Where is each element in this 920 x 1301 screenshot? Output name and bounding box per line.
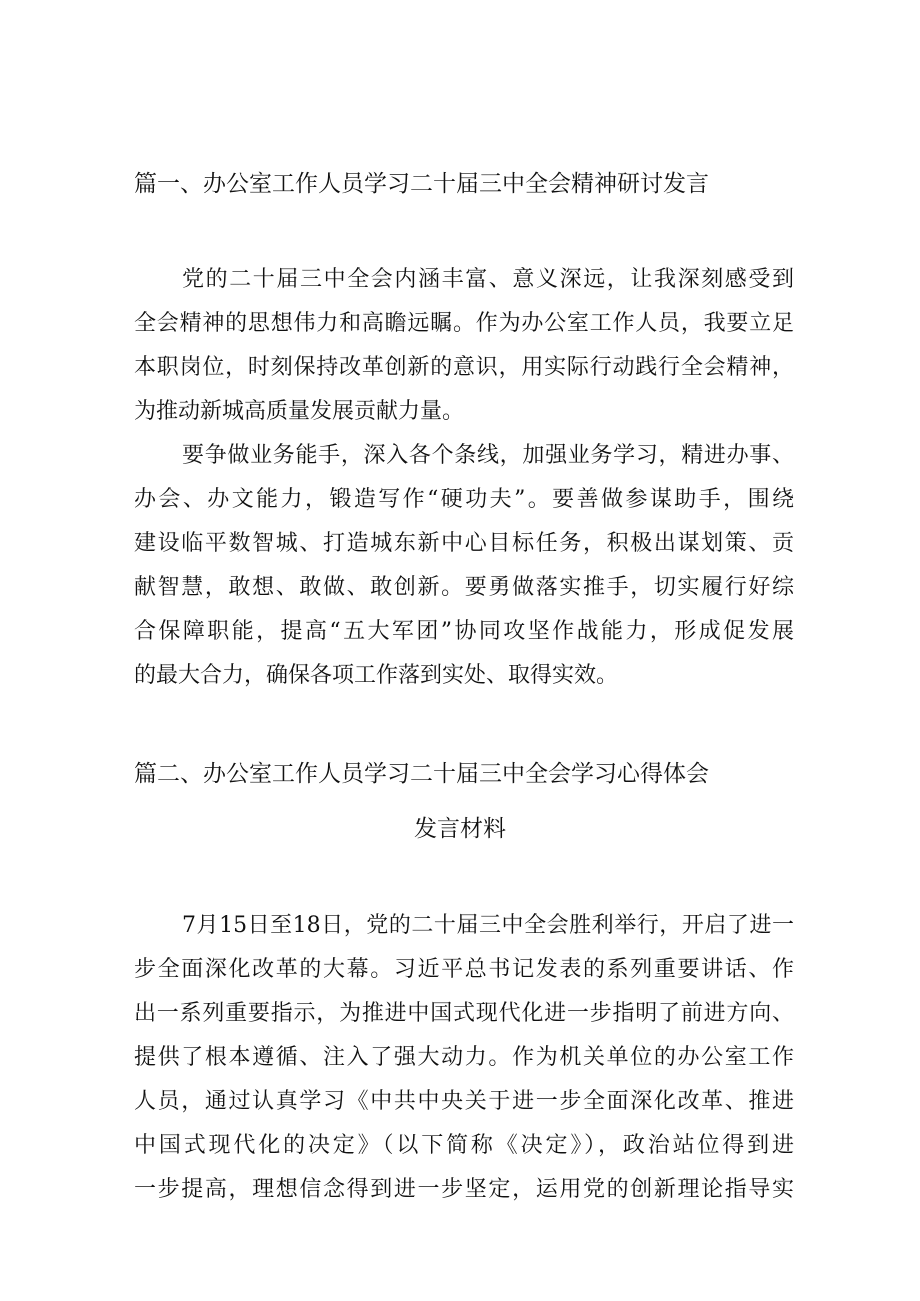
section-1-title: 篇一、办公室工作人员学习二十届三中全会精神研讨发言 xyxy=(134,171,709,197)
section-2-title-line-1: 篇二、办公室工作人员学习二十届三中全会学习心得体会 xyxy=(134,761,709,787)
section-2-para-1-line-5: 人员，通过认真学习《中共中央关于进一步全面深化改革、推进 xyxy=(134,1089,794,1114)
section-1-para-2-line-2: 办会、办文能力，锻造写作“硬功夫”。要善做参谋助手，围绕 xyxy=(134,487,794,512)
section-1-para-1-line-2: 全会精神的思想伟力和高瞻远瞩。作为办公室工作人员，我要立足 xyxy=(134,311,794,336)
section-1-para-2-line-3: 建设临平数智城、打造城东新中心目标任务，积极出谋划策、贡 xyxy=(134,531,794,556)
section-2-para-1-line-7: 一步提高，理想信念得到进一步坚定，运用党的创新理论指导实 xyxy=(134,1177,794,1202)
section-1-para-2-line-5: 合保障职能，提高“五大军团”协同攻坚作战能力，形成促发展 xyxy=(134,619,794,644)
section-2-para-1-line-4: 提供了根本遵循、注入了强大动力。作为机关单位的办公室工作 xyxy=(134,1045,794,1070)
section-1-para-1-line-3: 本职岗位，时刻保持改革创新的意识，用实际行动践行全会精神， xyxy=(134,355,794,380)
section-2-title-line-2: 发言材料 xyxy=(414,816,506,842)
section-2-para-1-line-1: 7月15日至18日，党的二十届三中全会胜利举行，开启了进一 xyxy=(182,913,794,938)
section-1-para-1-line-4: 为推动新城高质量发展贡献力量。 xyxy=(134,399,465,424)
section-1-para-1-line-1: 党的二十届三中全会内涵丰富、意义深远，让我深刻感受到 xyxy=(182,267,794,292)
section-1-para-2-line-6: 的最大合力，确保各项工作落到实处、取得实效。 xyxy=(134,663,619,688)
section-1-para-2-line-1: 要争做业务能手，深入各个条线，加强业务学习，精进办事、 xyxy=(182,443,794,468)
section-2-para-1-line-6: 中国式现代化的决定》（以下简称《决定》），政治站位得到进 xyxy=(134,1133,794,1158)
section-2-para-1-line-2: 步全面深化改革的大幕。习近平总书记发表的系列重要讲话、作 xyxy=(134,957,794,982)
section-1-para-2-line-4: 献智慧，敢想、敢做、敢创新。要勇做落实推手，切实履行好综 xyxy=(134,575,794,600)
section-2-para-1-line-3: 出一系列重要指示，为推进中国式现代化进一步指明了前进方向、 xyxy=(134,1001,794,1026)
